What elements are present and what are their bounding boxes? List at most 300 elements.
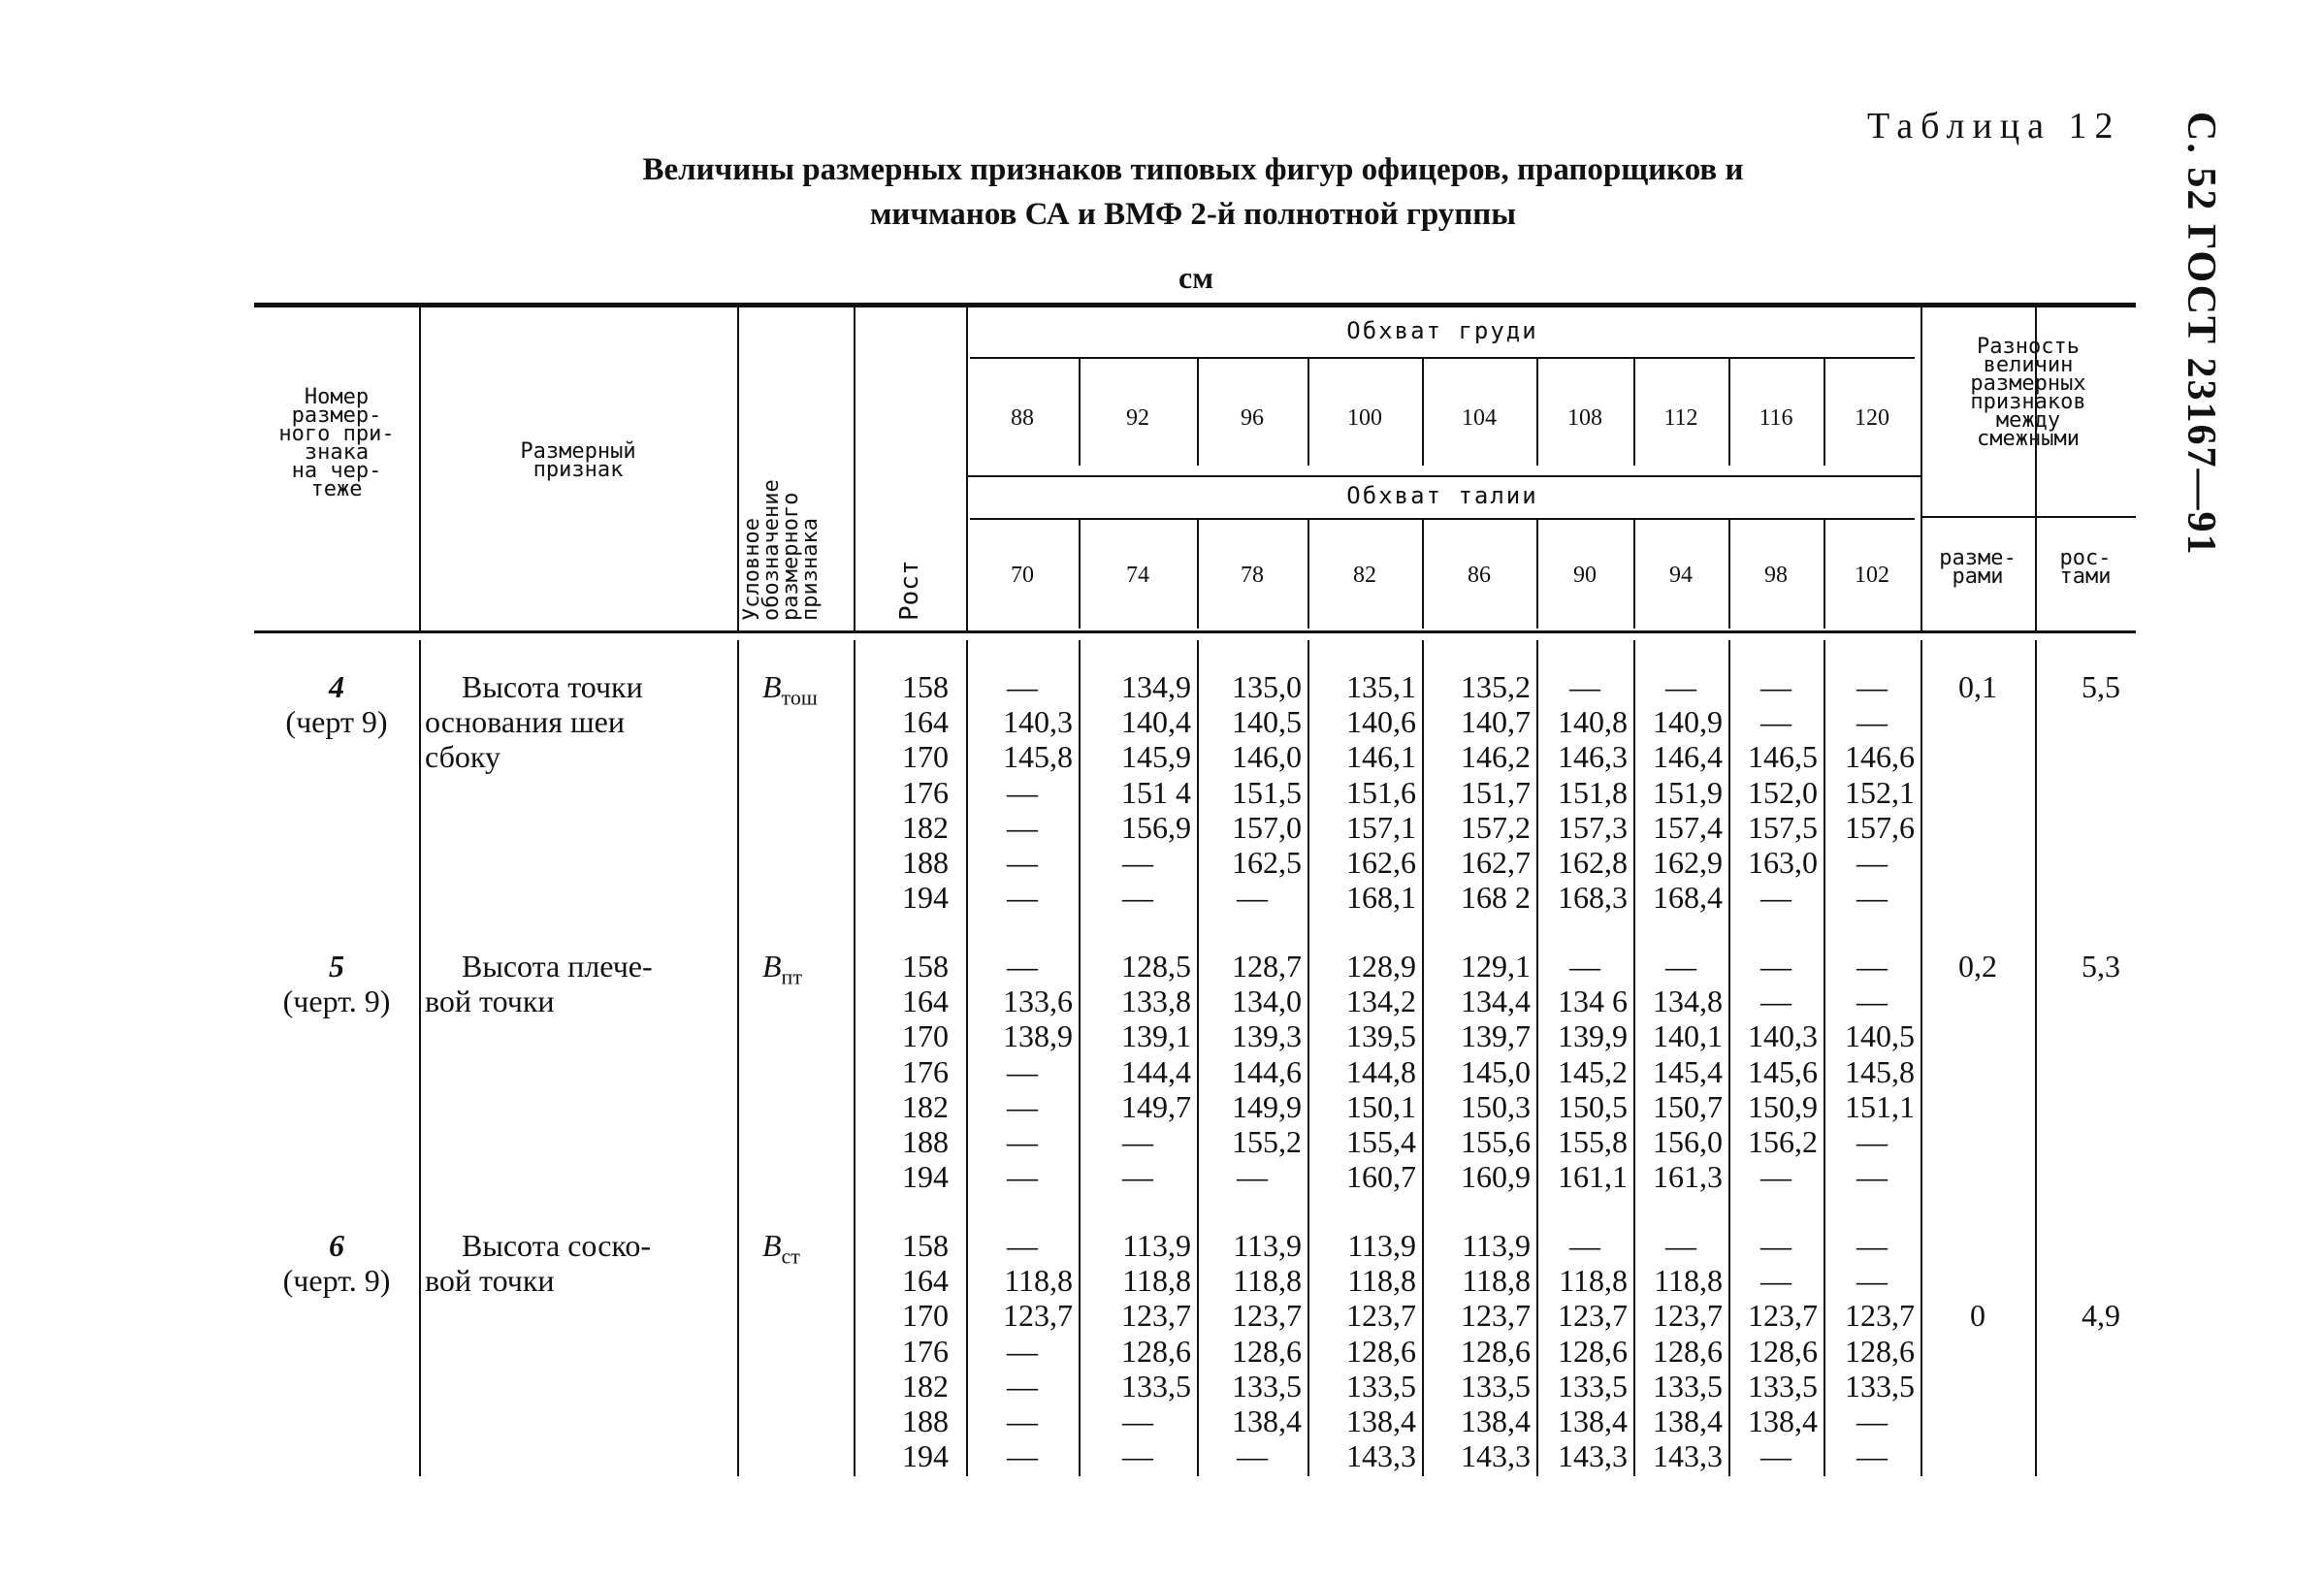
table-cell: 123,7 xyxy=(1653,1298,1723,1334)
table-cell: — xyxy=(1760,984,1791,1019)
table-cell: 133,5 xyxy=(1748,1368,1818,1404)
table-cell: — xyxy=(1760,949,1791,984)
header-chest-value: 104 xyxy=(1462,405,1497,431)
table-number: Таблица 12 xyxy=(1867,106,2121,146)
header-number-line: на чер- xyxy=(291,459,382,483)
table-cell: — xyxy=(1760,1159,1791,1195)
table-cell: 118,8 xyxy=(1233,1263,1302,1299)
table-row-height: 182 xyxy=(902,809,949,845)
table-cell: 150,5 xyxy=(1558,1088,1628,1124)
header-chest-value: 88 xyxy=(1011,405,1034,431)
table-cell: — xyxy=(1007,880,1038,916)
table-row-height: 188 xyxy=(902,845,949,880)
table-cell: 113,9 xyxy=(1347,1228,1416,1263)
table-cell: 118,8 xyxy=(1347,1263,1416,1299)
table-cell: — xyxy=(1007,1228,1038,1263)
table-cell: — xyxy=(1856,1159,1888,1195)
table-cell: 118,8 xyxy=(1654,1263,1723,1299)
table-row-height: 188 xyxy=(902,1124,949,1159)
table-cell: 157,1 xyxy=(1346,809,1416,845)
table-title xyxy=(543,147,1843,237)
table-cell: 139,5 xyxy=(1346,1018,1416,1054)
table-row-height: 194 xyxy=(902,1159,949,1195)
rule-chest-bottom xyxy=(966,475,1921,477)
table-cell: 143,3 xyxy=(1653,1438,1723,1474)
table-row-height: 170 xyxy=(902,739,949,775)
table-cell: — xyxy=(1007,669,1038,704)
table-cell: 157,0 xyxy=(1232,809,1302,845)
header-height: Рост xyxy=(895,560,924,621)
rule-body-col xyxy=(2035,640,2037,1476)
page-sidebar-label: С. 52 ГОСТ 23167—91 xyxy=(2179,112,2223,557)
header-waist-value: 94 xyxy=(1669,563,1693,588)
header-chest-value: 92 xyxy=(1126,405,1149,431)
table-cell: 134,0 xyxy=(1232,984,1302,1019)
table-cell: 162,6 xyxy=(1346,845,1416,880)
table-cell: 146,1 xyxy=(1346,739,1416,775)
table-cell: 138,4 xyxy=(1346,1404,1416,1438)
section-diff-heights: 4,9 xyxy=(2082,1298,2120,1334)
table-cell: — xyxy=(1122,1159,1153,1195)
rule-body-col xyxy=(419,640,421,1476)
table-cell: — xyxy=(1856,880,1888,916)
table-row-height: 176 xyxy=(902,774,949,810)
table-cell: 134 6 xyxy=(1558,984,1628,1019)
table-row-height: 158 xyxy=(902,949,949,984)
table-cell: 140,5 xyxy=(1232,704,1302,740)
table-cell: 168,4 xyxy=(1653,880,1723,916)
header-chest-value: 112 xyxy=(1663,405,1698,431)
table-cell: 134,2 xyxy=(1346,984,1416,1019)
table-cell: 123,7 xyxy=(1346,1298,1416,1334)
table-cell: 151,1 xyxy=(1845,1088,1915,1124)
table-cell: — xyxy=(1122,1124,1153,1159)
table-cell: 135,1 xyxy=(1346,669,1416,704)
table-cell: 128,6 xyxy=(1748,1333,1818,1369)
table-cell: — xyxy=(1760,669,1791,704)
table-cell: 138,4 xyxy=(1232,1404,1302,1438)
table-row-height: 188 xyxy=(902,1404,949,1438)
header-diff-heights-line: тами xyxy=(2059,565,2112,589)
table-cell: 150,1 xyxy=(1346,1088,1416,1124)
section-sign-line: Высота соско- xyxy=(462,1228,651,1263)
table-cell: — xyxy=(1007,1333,1038,1369)
section-sign-line: сбоку xyxy=(425,739,500,775)
table-cell: 133,5 xyxy=(1461,1368,1531,1404)
table-cell: 128,6 xyxy=(1653,1333,1723,1369)
header-diff-line: Разность xyxy=(1977,335,2080,359)
table-cell: 139,3 xyxy=(1232,1018,1302,1054)
title-line-2: мичманов СА и ВМФ 2-й полнотной группы xyxy=(869,197,1517,232)
table-cell: 140,3 xyxy=(1003,704,1073,740)
table-row-height: 170 xyxy=(902,1298,949,1334)
table-cell: 140,7 xyxy=(1461,704,1531,740)
header-number-line: ного при- xyxy=(278,422,395,446)
table-cell: — xyxy=(1007,1088,1038,1124)
table-row-height: 182 xyxy=(902,1368,949,1404)
table-cell: 157,6 xyxy=(1845,809,1915,845)
table-cell: 113,9 xyxy=(1122,1228,1191,1263)
table-cell: 143,3 xyxy=(1558,1438,1628,1474)
section-symbol: $B_{пт}$ xyxy=(762,949,802,989)
table-row-height: 176 xyxy=(902,1053,949,1089)
table-cell: — xyxy=(1122,1438,1153,1474)
table-cell: 152,0 xyxy=(1748,774,1818,810)
rule-header-bottom xyxy=(254,630,2136,633)
table-cell: 157,3 xyxy=(1558,809,1628,845)
table-row-height: 182 xyxy=(902,1088,949,1124)
header-symbol xyxy=(740,427,823,621)
table-cell: — xyxy=(1007,1159,1038,1195)
header-chest-value: 108 xyxy=(1567,405,1602,431)
table-cell: 162,7 xyxy=(1461,845,1531,880)
table-cell: — xyxy=(1856,845,1888,880)
table-cell: 146,4 xyxy=(1653,739,1723,775)
table-cell: — xyxy=(1569,1228,1600,1263)
table-cell: 133,5 xyxy=(1558,1368,1628,1404)
table-cell: 138,4 xyxy=(1558,1404,1628,1438)
table-cell: — xyxy=(1007,1053,1038,1089)
table-cell: 133,6 xyxy=(1003,984,1073,1019)
table-cell: 151,8 xyxy=(1558,774,1628,810)
table-cell: — xyxy=(1007,1368,1038,1404)
header-waist-value: 70 xyxy=(1011,563,1034,588)
table-cell: 157,2 xyxy=(1461,809,1531,845)
table-row-height: 194 xyxy=(902,1438,949,1474)
table-cell: — xyxy=(1122,845,1153,880)
table-cell: 168,3 xyxy=(1558,880,1628,916)
table-cell: 144,6 xyxy=(1232,1053,1302,1089)
section-symbol-subscript: пт xyxy=(781,964,802,989)
header-number-line: Номер xyxy=(304,385,370,409)
table-cell: 134,8 xyxy=(1653,984,1723,1019)
table-cell: 145,4 xyxy=(1653,1053,1723,1089)
table-cell: 134,4 xyxy=(1461,984,1531,1019)
table-cell: 123,7 xyxy=(1558,1298,1628,1334)
table-cell: 150,7 xyxy=(1653,1088,1723,1124)
table-cell: 139,7 xyxy=(1461,1018,1531,1054)
header-diff-line: между xyxy=(1995,408,2061,433)
section-ref: (черт 9) xyxy=(285,704,388,740)
table-cell: 123,7 xyxy=(1845,1298,1915,1334)
table-cell: 160,9 xyxy=(1461,1159,1531,1195)
table-cell: 140,1 xyxy=(1653,1018,1723,1054)
table-cell: 157,5 xyxy=(1748,809,1818,845)
table-cell: 128,6 xyxy=(1232,1333,1302,1369)
header-diff-sizes-line: рами xyxy=(1952,565,2004,589)
unit-label: см xyxy=(1178,260,1213,295)
table-cell: 151,7 xyxy=(1461,774,1531,810)
table-cell: 128,7 xyxy=(1232,949,1302,984)
rule-diff xyxy=(1921,516,2136,518)
table-cell: — xyxy=(1856,704,1888,740)
section-symbol: $B_{ст}$ xyxy=(762,1228,800,1269)
header-waist-value: 86 xyxy=(1468,563,1491,588)
table-cell: — xyxy=(1665,1228,1696,1263)
table-cell: 118,8 xyxy=(1004,1263,1073,1299)
section-sign-line: вой точки xyxy=(425,984,555,1019)
section-ref: (черт. 9) xyxy=(282,1263,391,1299)
table-cell: — xyxy=(1007,774,1038,810)
table-row-height: 158 xyxy=(902,669,949,704)
table-cell: 155,6 xyxy=(1461,1124,1531,1159)
table-cell: 150,3 xyxy=(1461,1088,1531,1124)
table-cell: 144,4 xyxy=(1121,1053,1191,1089)
table-cell: 143,3 xyxy=(1346,1438,1416,1474)
table-cell: — xyxy=(1569,669,1600,704)
header-chest-value: 96 xyxy=(1241,405,1264,431)
table-cell: — xyxy=(1856,1263,1888,1299)
table-cell: 138,4 xyxy=(1653,1404,1723,1438)
table-row-height: 170 xyxy=(902,1018,949,1054)
table-cell: 129,1 xyxy=(1461,949,1531,984)
table-cell: 138,9 xyxy=(1003,1018,1073,1054)
table-cell: 135,0 xyxy=(1232,669,1302,704)
rule-header-col xyxy=(854,307,855,630)
rule-header-col xyxy=(737,307,739,630)
table-cell: 138,4 xyxy=(1461,1404,1531,1438)
section-sign-line: основания шеи xyxy=(425,704,625,740)
table-cell: 145,8 xyxy=(1845,1053,1915,1089)
table-cell: 143,3 xyxy=(1461,1438,1531,1474)
table-cell: 149,9 xyxy=(1232,1088,1302,1124)
section-sign-line: Высота плече- xyxy=(462,949,653,984)
table-cell: — xyxy=(1237,1159,1268,1195)
header-sign-line: признак xyxy=(533,458,624,482)
table-cell: 123,7 xyxy=(1121,1298,1191,1334)
header-chest-label: Обхват груди xyxy=(1346,317,1538,344)
table-cell: — xyxy=(1569,949,1600,984)
table-cell: — xyxy=(1760,1228,1791,1263)
section-number: 5 xyxy=(329,949,344,984)
table-cell: 140,6 xyxy=(1346,704,1416,740)
table-cell: 113,9 xyxy=(1462,1228,1531,1263)
rule-top xyxy=(254,303,2136,307)
table-cell: 155,8 xyxy=(1558,1124,1628,1159)
header-diff-sizes xyxy=(1921,546,2035,589)
table-cell: — xyxy=(1007,1438,1038,1474)
table-cell: 133,5 xyxy=(1232,1368,1302,1404)
table-cell: 128,6 xyxy=(1845,1333,1915,1369)
table-cell: 145,0 xyxy=(1461,1053,1531,1089)
table-cell: — xyxy=(1237,880,1268,916)
table-cell: 155,2 xyxy=(1232,1124,1302,1159)
section-diff-sizes: 0 xyxy=(1970,1298,1985,1334)
table-cell: 160,7 xyxy=(1346,1159,1416,1195)
table-cell: 118,8 xyxy=(1462,1263,1531,1299)
header-diff-heights-line: рос- xyxy=(2059,546,2112,570)
table-cell: 162,9 xyxy=(1653,845,1723,880)
table-row-height: 164 xyxy=(902,704,949,740)
table-cell: 123,7 xyxy=(1748,1298,1818,1334)
header-diff-line: признаков xyxy=(1970,390,2086,414)
header-symbol-line: обозначение xyxy=(759,479,784,621)
table-cell: 151,9 xyxy=(1653,774,1723,810)
table-cell: 163,0 xyxy=(1748,845,1818,880)
header-waist-value: 82 xyxy=(1353,563,1376,588)
table-cell: — xyxy=(1856,949,1888,984)
table-cell: 162,5 xyxy=(1232,845,1302,880)
table-cell: — xyxy=(1760,704,1791,740)
table-cell: — xyxy=(1122,1404,1153,1438)
table-cell: 168,1 xyxy=(1346,880,1416,916)
header-waist-value: 74 xyxy=(1126,563,1149,588)
header-diff-line: смежными xyxy=(1977,427,2080,451)
table-cell: 135,2 xyxy=(1461,669,1531,704)
table-cell: 123,7 xyxy=(1232,1298,1302,1334)
table-cell: 146,2 xyxy=(1461,739,1531,775)
table-cell: 146,0 xyxy=(1232,739,1302,775)
table-cell: 145,6 xyxy=(1748,1053,1818,1089)
section-diff-sizes: 0,2 xyxy=(1958,949,1997,984)
table-cell: 162,8 xyxy=(1558,845,1628,880)
table-cell: 168 2 xyxy=(1461,880,1531,916)
table-cell: — xyxy=(1856,984,1888,1019)
table-cell: 146,5 xyxy=(1748,739,1818,775)
table-cell: 133,5 xyxy=(1845,1368,1915,1404)
table-cell: 134,9 xyxy=(1121,669,1191,704)
table-cell: — xyxy=(1856,1228,1888,1263)
table-cell: 144,8 xyxy=(1346,1053,1416,1089)
table-cell: 146,3 xyxy=(1558,739,1628,775)
table-cell: — xyxy=(1665,669,1696,704)
section-sign-line: вой точки xyxy=(425,1263,555,1299)
table-cell: 140,8 xyxy=(1558,704,1628,740)
table-row-height: 176 xyxy=(902,1333,949,1369)
header-sign xyxy=(419,439,737,482)
table-cell: 145,2 xyxy=(1558,1053,1628,1089)
header-chest-value: 120 xyxy=(1855,405,1889,431)
header-sign-line: Размерный xyxy=(520,439,636,464)
table-row-height: 158 xyxy=(902,1228,949,1263)
table-cell: 123,7 xyxy=(1003,1298,1073,1334)
section-diff-heights: 5,5 xyxy=(2082,669,2120,704)
rule-chest xyxy=(970,357,1915,359)
section-number: 4 xyxy=(329,669,344,704)
section-symbol: $B_{тош}$ xyxy=(762,669,818,710)
table-cell: 133,5 xyxy=(1653,1368,1723,1404)
table-row-height: 194 xyxy=(902,880,949,916)
table-cell: 150,9 xyxy=(1748,1088,1818,1124)
header-number-line: теже xyxy=(310,477,363,501)
section-symbol-subscript: ст xyxy=(781,1243,800,1269)
table-cell: 123,7 xyxy=(1461,1298,1531,1334)
table-cell: 128,6 xyxy=(1346,1333,1416,1369)
table-cell: — xyxy=(1760,1438,1791,1474)
table-cell: 138,4 xyxy=(1748,1404,1818,1438)
table-cell: — xyxy=(1665,949,1696,984)
header-number-line: размер- xyxy=(291,403,382,428)
table-cell: 156,0 xyxy=(1653,1124,1723,1159)
table-cell: — xyxy=(1122,880,1153,916)
rule-body-col xyxy=(1921,640,1922,1476)
header-waist-label: Обхват талии xyxy=(1346,482,1538,509)
header-chest-value: 100 xyxy=(1347,405,1382,431)
table-cell: 157,4 xyxy=(1653,809,1723,845)
table-row-height: 164 xyxy=(902,1263,949,1299)
header-diff-heights xyxy=(2035,546,2136,589)
table-cell: 140,4 xyxy=(1121,704,1191,740)
header-symbol-line: признака xyxy=(798,518,823,621)
table-cell: 133,5 xyxy=(1121,1368,1191,1404)
table-cell: 151,5 xyxy=(1232,774,1302,810)
header-waist-value: 102 xyxy=(1855,563,1889,588)
header-waist-value: 98 xyxy=(1764,563,1788,588)
table-cell: 118,8 xyxy=(1122,1263,1191,1299)
table-cell: 128,6 xyxy=(1558,1333,1628,1369)
rule-waist xyxy=(970,518,1915,520)
section-ref: (черт. 9) xyxy=(282,984,391,1019)
table-cell: — xyxy=(1007,949,1038,984)
table-cell: 139,9 xyxy=(1558,1018,1628,1054)
section-diff-sizes: 0,1 xyxy=(1958,669,1997,704)
table-cell: — xyxy=(1007,809,1038,845)
table-cell: 133,5 xyxy=(1346,1368,1416,1404)
table-cell: 140,3 xyxy=(1748,1018,1818,1054)
header-symbol-line: Условное xyxy=(740,518,764,621)
header-diff xyxy=(1924,335,2132,451)
table-cell: 139,1 xyxy=(1121,1018,1191,1054)
table-cell: — xyxy=(1856,1124,1888,1159)
table-row-height: 164 xyxy=(902,984,949,1019)
table-cell: 149,7 xyxy=(1121,1088,1191,1124)
table-cell: 156,9 xyxy=(1121,809,1191,845)
header-symbol-line: размерного xyxy=(779,492,803,621)
table-cell: — xyxy=(1007,1124,1038,1159)
table-cell: 155,4 xyxy=(1346,1124,1416,1159)
table-cell: — xyxy=(1237,1438,1268,1474)
header-number xyxy=(254,385,419,501)
section-number: 6 xyxy=(329,1228,344,1263)
header-waist-value: 78 xyxy=(1241,563,1264,588)
table-cell: 145,9 xyxy=(1121,739,1191,775)
section-symbol-subscript: тош xyxy=(781,685,818,710)
table-cell: 140,9 xyxy=(1653,704,1723,740)
table-cell: — xyxy=(1007,845,1038,880)
header-diff-line: размерных xyxy=(1970,371,2086,396)
table-cell: 156,2 xyxy=(1748,1124,1818,1159)
table-cell: 128,6 xyxy=(1461,1333,1531,1369)
rule-body-col xyxy=(737,640,739,1476)
table-cell: — xyxy=(1007,1404,1038,1438)
table-cell: — xyxy=(1760,880,1791,916)
table-cell: 128,6 xyxy=(1121,1333,1191,1369)
header-diff-line: величин xyxy=(1983,353,2074,377)
table-cell: 140,5 xyxy=(1845,1018,1915,1054)
header-waist-value: 90 xyxy=(1573,563,1597,588)
table-cell: — xyxy=(1856,1404,1888,1438)
table-cell: — xyxy=(1856,1438,1888,1474)
table-cell: 128,9 xyxy=(1346,949,1416,984)
table-cell: 145,8 xyxy=(1003,739,1073,775)
table-cell: 151,6 xyxy=(1346,774,1416,810)
header-chest-value: 116 xyxy=(1759,405,1793,431)
title-line-1: Величины размерных признаков типовых фигур офицеров, прапорщиков и xyxy=(642,152,1744,187)
table-cell: 151 4 xyxy=(1121,774,1191,810)
table-cell: 161,1 xyxy=(1558,1159,1628,1195)
table-cell: — xyxy=(1760,1263,1791,1299)
header-diff-sizes-line: разме- xyxy=(1939,546,2017,570)
table-cell: 152,1 xyxy=(1845,774,1915,810)
table-cell: 133,8 xyxy=(1121,984,1191,1019)
table-cell: 113,9 xyxy=(1233,1228,1302,1263)
header-number-line: знака xyxy=(304,440,370,465)
section-diff-heights: 5,3 xyxy=(2082,949,2120,984)
section-sign-line: Высота точки xyxy=(462,669,643,704)
table-cell: 161,3 xyxy=(1653,1159,1723,1195)
table-cell: 118,8 xyxy=(1559,1263,1628,1299)
table-cell: 128,5 xyxy=(1121,949,1191,984)
